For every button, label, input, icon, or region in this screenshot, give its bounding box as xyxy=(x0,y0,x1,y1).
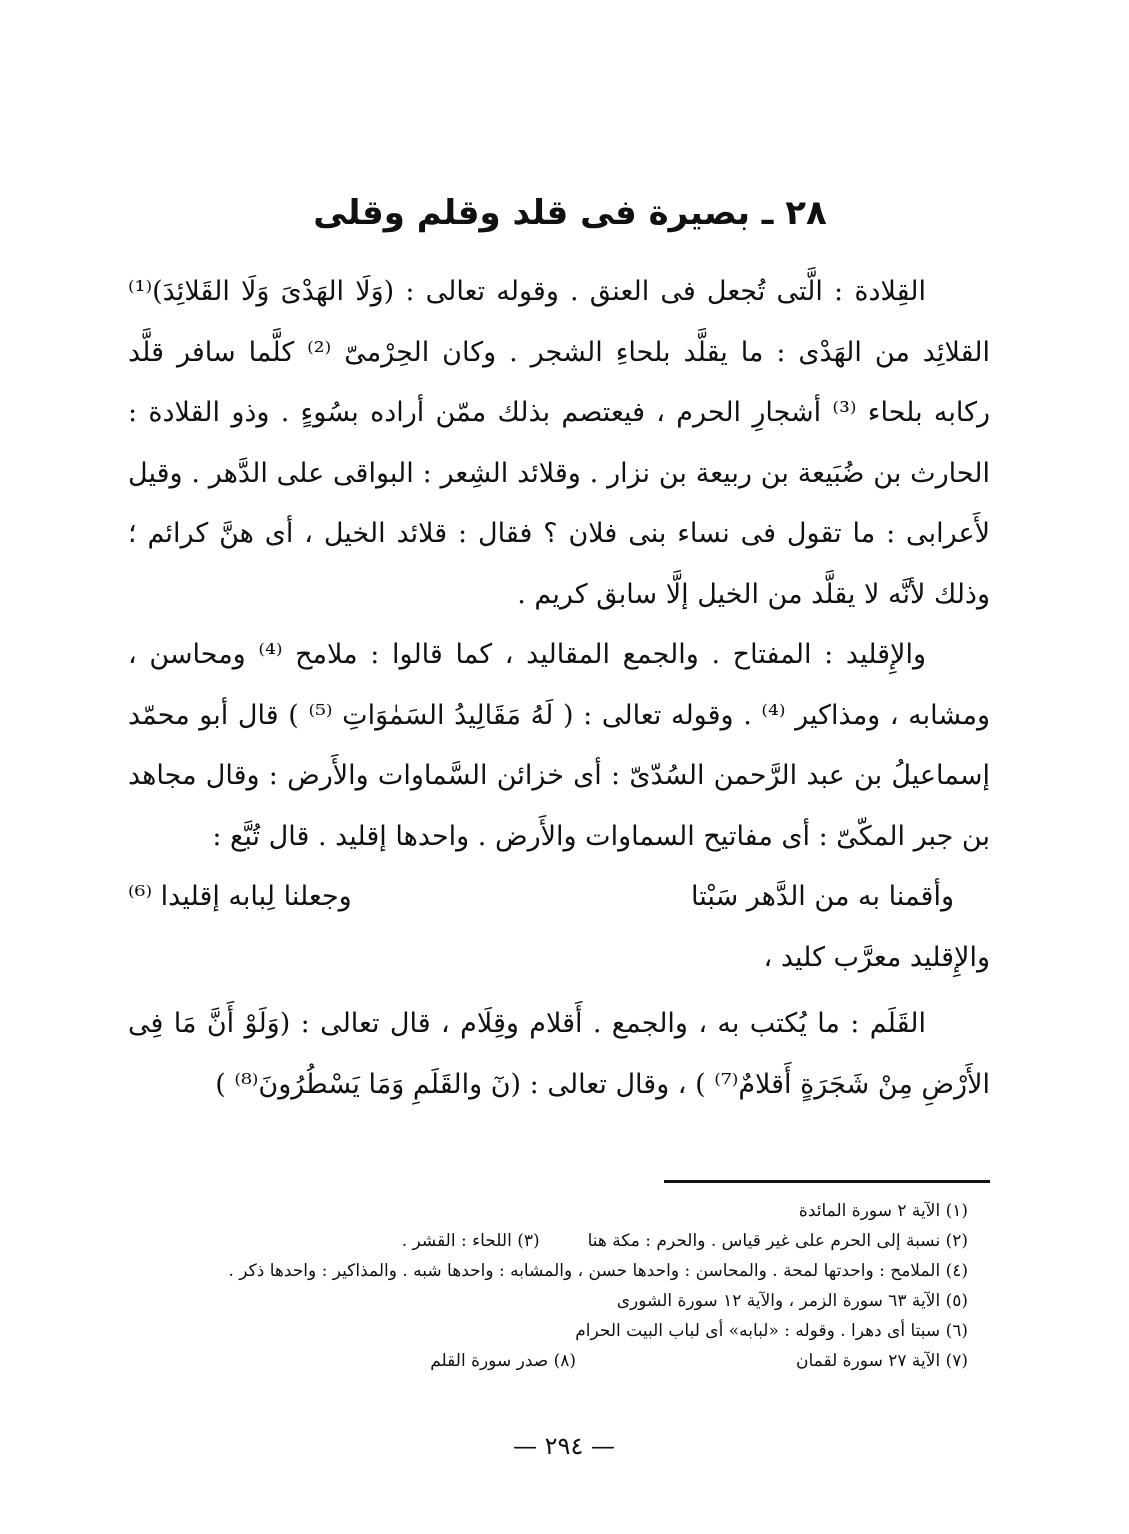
paragraph-qalam: القَلَم : ما يُكتب به ، والجمع . أَقلام وقِلَام ، قال تعالى : (وَلَوْ أَنَّ مَا فِى الأَرْضِ مِنْ شَجَرَةٍ أَقلامٌ⁽⁷⁾ ) ، وقال تعالى : (نٓ والقَلَمِ وَمَا يَسْطُرُونَ⁽⁸⁾ ) xyxy=(128,1008,990,1100)
verse-second-hemistich: وجعلنا لِبابه إقليدا ⁽⁶⁾ xyxy=(128,881,352,912)
footnote-1: (١) الآية ٢ سورة المائدة xyxy=(798,1201,968,1221)
footnote-6: (٦) سبتا أى دهرا . وقوله : «لبابه» أى لباب البيت الحرام xyxy=(575,1321,968,1341)
footnote-2: (٢) نسبة إلى الحرم على غير قياس . والحرم : مكة هنا xyxy=(587,1231,968,1251)
footnote-8: (٨) صدر سورة القلم xyxy=(430,1351,576,1371)
footnotes xyxy=(128,1196,968,1376)
paragraph-iqlid: والإِقليد : المفتاح . والجمع المقاليد ، كما قالوا : ملامح ⁽⁴⁾ ومحاسن ، ومشابه ، ومذاكير ⁽⁴⁾ . وقوله تعالى : ( لَهُ مَقَالِيدُ السَمٰوَاتِ ⁽⁵⁾ ) قال أبو محمّد إسماعيلُ بن عبد الرَّحمن السُدّىّ : أى خزائن السَّماوات والأَرض : وقال مجاهد بن جبر المكّىّ : أى مفاتيح السماوات والأَرض . واحدها إقليد . قال تُبَّع : xyxy=(128,639,990,852)
footnote-row xyxy=(128,1346,968,1376)
page-number: — ٢٩٤ — xyxy=(513,1432,615,1460)
main-text xyxy=(128,262,990,1115)
footnote-divider xyxy=(664,1180,990,1183)
footnote-row xyxy=(128,1226,968,1256)
footnote-row xyxy=(128,1256,968,1286)
section-heading: ٢٨ ـ بصيرة فى قلد وقلم وقلى xyxy=(313,193,827,233)
verse-first-hemistich: وأقمنا به من الدَّهر سَبْتا xyxy=(691,881,954,912)
footnote-3: (٣) اللحاء : القشر . xyxy=(401,1231,540,1251)
footnote-row xyxy=(128,1286,968,1316)
footnote-row xyxy=(128,1316,968,1346)
paragraph-muarrab: والإِقليد معرَّب كليد ، xyxy=(763,941,990,973)
poetry-verse xyxy=(128,867,990,928)
footnote-4: (٤) الملامح : واحدتها لمحة . والمحاسن : واحدها حسن ، والمشابه : واحدها شبه . والمذاكير : واحدها ذكر . xyxy=(228,1261,968,1281)
paragraph-qilada: القِلادة : الَّتى تُجعل فى العنق . وقوله تعالى : (وَلَا الهَدْىَ وَلَا القَلائِدَ)⁽¹⁾ القلائِد من الهَدْى : ما يقلَّد بلحاءِ الشجر . وكان الحِرْمىّ ⁽²⁾ كلَّما سافر قلَّد ركابه بلحاء ⁽³⁾ أشجارِ الحرم ، فيعتصم بذلك ممّن أراده بسُوءٍ . وذو القلادة : الحارث بن ضُبَيعة بن ربيعة بن نزار . وقلائد الشِعر : البواقى على الدَّهر . وقيل لأَعرابى : ما تقول فى نساء بنى فلان ؟ فقال : قلائد الخيل ، أى هنَّ كرائم ؛ وذلك لأنَّه لا يقلَّد من الخيل إلَّا سابق كريم . xyxy=(128,276,990,610)
footnote-7: (٧) الآية ٢٧ سورة لقمان xyxy=(796,1351,968,1371)
footnote-5: (٥) الآية ٦٣ سورة الزمر ، والآية ١٢ سورة الشورى xyxy=(616,1291,968,1311)
footnote-row xyxy=(128,1196,968,1226)
